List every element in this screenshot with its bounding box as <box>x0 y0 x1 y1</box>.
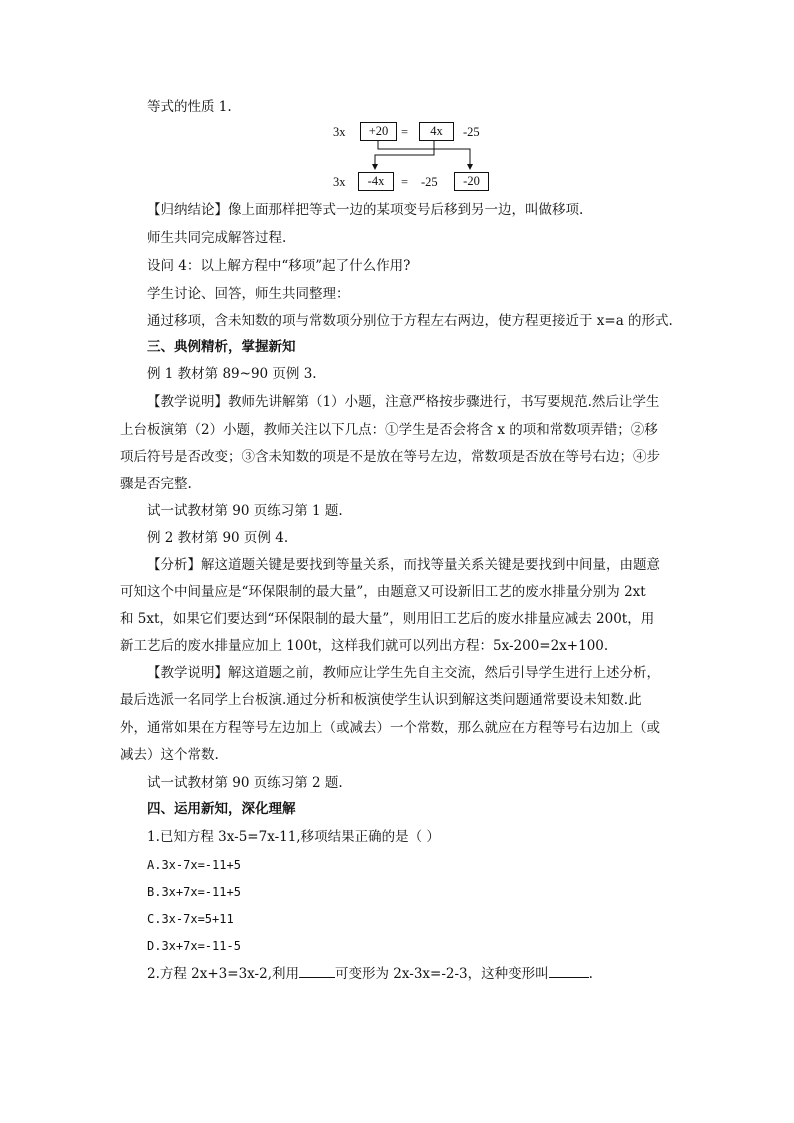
analysis-line-d: 新工艺后的废水排量应加上 100t，这样我们就可以列出方程：5x-200=2x+100. <box>120 638 609 654</box>
analysis-line-b: 可知这个中间量应是“环保限制的最大量”，由题意又可设新旧工艺的废水排量分别为 2xt <box>120 584 646 600</box>
row2-lhs-var: 3x <box>333 175 346 189</box>
discuss-line: 学生讨论、回答，师生共同整理： <box>147 286 350 302</box>
complete-line: 师生共同完成解答过程. <box>147 230 287 246</box>
example2-line: 例 2 教材第 90 页例 4. <box>147 530 289 546</box>
question2-text-a: 2.方程 2x+3=3x-2,利用 <box>147 966 299 982</box>
section4-heading: 四、运用新知，深化理解 <box>147 801 296 817</box>
summary-line: 通过移项，含未知数的项与常数项分别位于方程左右两边，使方程更接近于 x=a 的形式. <box>147 313 673 329</box>
property-title: 等式的性质 1. <box>147 99 232 115</box>
conclusion-line: 【归纳结论】像上面那样把等式一边的某项变号后移到另一边，叫做移项. <box>147 202 584 218</box>
option-b: B.3x+7x=-11+5 <box>147 885 241 899</box>
example1-line: 例 1 教材第 89~90 页例 3. <box>147 366 317 382</box>
teach1-line-b: 上台板演第（2）小题，教师关注以下几点：①学生是否会将含 x 的项和常数项弄错；②移 <box>120 422 658 438</box>
analysis-line-a: 【分析】解这道题关键是要找到等量关系，而找等量关系关键是要找到中间量，由题意 <box>147 557 660 573</box>
row1-box-plus20: +20 <box>360 122 397 141</box>
teach1-line-c: 项后符号是否改变；③含未知数的项是不是放在等号左边，常数项是否放在等号右边；④步 <box>120 449 660 465</box>
row1-equals: = <box>401 125 409 139</box>
teach1-line-d: 骤是否完整. <box>120 476 192 492</box>
option-a: A.3x-7x=-11+5 <box>147 858 241 872</box>
question2-text-b: 可变形为 2x-3x=-2-3，这种变形叫 <box>335 966 549 982</box>
row2-box-minus20: -20 <box>454 172 489 191</box>
section3-heading: 三、典例精析，掌握新知 <box>147 339 296 355</box>
try1-line: 试一试教材第 90 页练习第 1 题. <box>147 503 343 519</box>
teach2-line-a: 【教学说明】解这道题之前，教师应让学生先自主交流，然后引导学生进行上述分析， <box>147 665 660 681</box>
try2-line: 试一试教材第 90 页练习第 2 题. <box>147 775 343 791</box>
row2-equals: = <box>401 175 409 189</box>
teach1-line-a: 【教学说明】教师先讲解第（1）小题，注意严格按步骤进行，书写要规范.然后让学生 <box>147 394 660 410</box>
row2-box-minus4x: -4x <box>358 172 394 191</box>
option-d: D.3x+7x=-11-5 <box>147 939 241 953</box>
analysis-line-c: 和 5xt，如果它们要达到“环保限制的最大量”，则用旧工艺后的废水排量应减去 200t，用 <box>120 611 655 627</box>
transposition-diagram <box>320 118 510 194</box>
teach2-line-c: 外，通常如果在方程等号左边加上（或减去）一个常数，那么就应在方程等号右边加上（或 <box>120 720 660 736</box>
teach2-line-b: 最后选派一名同学上台板演.通过分析和板演使学生认识到解这类问题通常要设未知数.此 <box>120 692 642 708</box>
row2-rhs-const: -25 <box>421 175 438 189</box>
answer-blank-2[interactable] <box>549 965 589 978</box>
teach2-line-d: 减去）这个常数. <box>120 747 219 763</box>
answer-blank-1[interactable] <box>299 965 335 978</box>
option-c: C.3x-7x=5+11 <box>147 912 234 926</box>
question1-line: 1.已知方程 3x-5=7x-11,移项结果正确的是（ ） <box>147 829 440 845</box>
row1-box-4x: 4x <box>419 122 454 141</box>
question2-end: . <box>588 966 593 982</box>
row1-lhs-var: 3x <box>333 125 346 139</box>
question2-line <box>147 965 593 983</box>
question4-line: 设问 4：以上解方程中“移项”起了什么作用? <box>147 258 411 274</box>
row1-rhs-const: -25 <box>463 125 480 139</box>
